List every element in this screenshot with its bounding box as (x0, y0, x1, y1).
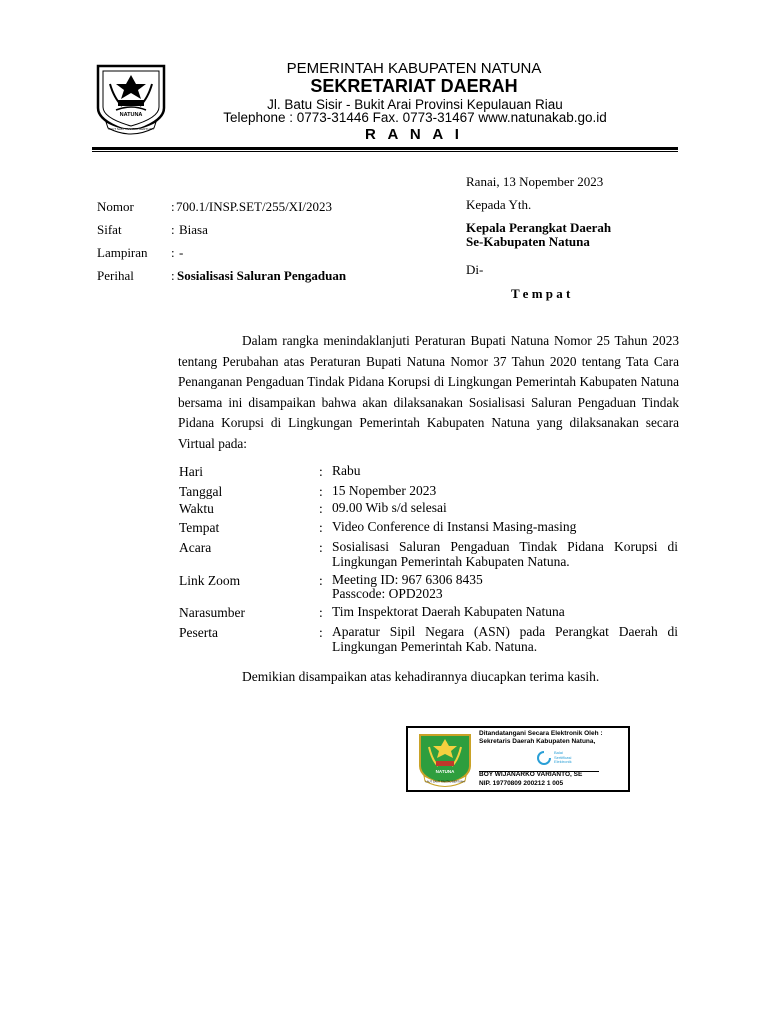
meta-value: Biasa (179, 222, 208, 237)
office-city: R A N A I (365, 126, 463, 143)
department-name: SEKRETARIAT DAERAH (310, 76, 518, 96)
meta-value: 700.1/INSP.SET/255/XI/2023 (176, 199, 333, 214)
event-label: Acara (179, 540, 212, 555)
meta-label: Nomor (97, 199, 134, 214)
office-contact: Telephone : 0773-31446 Fax. 0773-31467 www.natunakab.go.id (223, 110, 607, 125)
svg-text:LAUT SAKTI RANTAU BERTUAH: LAUT SAKTI RANTAU BERTUAH (425, 780, 465, 784)
recipient-place: T e m p a t (511, 286, 571, 301)
bsre-label: Balai Sertifikasi Elektronik (554, 750, 572, 764)
closing-sentence: Demikian disampaikan atas kehadirannya diucapkan terima kasih. (242, 669, 600, 684)
event-colon: : (319, 520, 323, 535)
office-address: Jl. Batu Sisir - Bukit Arai Provinsi Kepulauan Riau (267, 97, 563, 112)
event-label: Waktu (179, 501, 214, 516)
government-name: PEMERINTAH KABUPATEN NATUNA (286, 60, 542, 77)
meta-colon: : (171, 245, 175, 260)
signatory-name: BOY WIJANARKO VARIANTO, SE (479, 771, 583, 778)
event-value: Video Conference di Instansi Masing-masing (332, 519, 577, 534)
meta-value: - (179, 245, 184, 260)
signature-line-1: Ditandatangani Secara Elektronik Oleh : (479, 730, 603, 737)
event-label: Tempat (179, 520, 220, 535)
event-label: Tanggal (179, 484, 223, 499)
event-value: 15 Nopember 2023 (332, 483, 437, 498)
meta-subject: Sosialisasi Saluran Pengaduan (177, 268, 347, 283)
event-value: Rabu (332, 463, 361, 478)
meta-label: Perihal (97, 268, 134, 283)
meta-label: Lampiran (97, 245, 148, 260)
meta-colon: : (171, 222, 175, 237)
event-value: Tim Inspektorat Daerah Kabupaten Natuna (332, 604, 565, 619)
signatory-nip: NIP. 19770809 200212 1 005 (479, 780, 564, 787)
letterhead-rule-thin (92, 151, 678, 152)
event-label: Narasumber (179, 605, 245, 620)
event-colon: : (319, 501, 323, 516)
event-label: Peserta (179, 625, 218, 640)
event-label: Hari (179, 464, 203, 479)
event-value: Aparatur Sipil Negara (ASN) pada Perangkat Daerah di Lingkungan Pemerintah Kab. Natuna. (332, 624, 678, 654)
meta-colon: : (171, 268, 175, 283)
event-colon: : (319, 605, 323, 620)
event-label: Link Zoom (179, 573, 241, 588)
bsre-logo-icon (536, 750, 552, 766)
svg-text:LAUT SAKTI RANTAU BERTUAH: LAUT SAKTI RANTAU BERTUAH (108, 127, 154, 131)
event-colon: : (319, 540, 323, 555)
svg-text:NATUNA: NATUNA (119, 112, 143, 118)
event-colon: : (319, 464, 323, 479)
recipient-name: Kepala Perangkat Daerah (466, 220, 612, 235)
body-paragraph: Dalam rangka menindaklanjuti Peraturan Bupati Natuna Nomor 25 Tahun 2023 tentang Perubahan atas Peraturan Bupati Natuna Nomor 37 Tahun 2020 tentang Tata Cara Penanganan Pengaduan Tindak Pidana Korupsi di Lingkungan Pemerintah Kabupaten Natuna bersama ini disampaikan bahwa akan dilaksanakan Sosialisasi Saluran Pengaduan Tindak Pidana Korupsi di Lingkungan Pemerintah Kabupaten Natuna yang dilaksanakan secara Virtual pada: (178, 333, 679, 451)
zoom-meeting-id: Meeting ID: 967 6306 8435 (332, 572, 483, 587)
event-colon: : (319, 573, 323, 588)
zoom-passcode: Passcode: OPD2023 (332, 586, 443, 601)
meta-colon: : (171, 199, 175, 214)
meta-label: Sifat (97, 222, 122, 237)
regency-crest-logo (92, 62, 170, 136)
recipient-scope: Se-Kabupaten Natuna (466, 234, 590, 249)
regency-emblem-icon (416, 732, 474, 788)
recipient-at: Di- (466, 262, 484, 277)
electronic-signature-box (406, 726, 630, 792)
event-colon: : (319, 484, 323, 499)
signature-line-2: Sekretaris Daerah Kabupaten Natuna, (479, 738, 596, 745)
svg-text:NATUNA: NATUNA (435, 769, 455, 774)
event-colon: : (319, 625, 323, 640)
event-value: Sosialisasi Saluran Pengaduan Tindak Pidana Korupsi di Lingkungan Pemerintah Kabupaten Natuna. (332, 539, 678, 569)
letterhead-rule (92, 147, 678, 150)
event-value: 09.00 Wib s/d selesai (332, 500, 447, 515)
recipient-greeting: Kepada Yth. (466, 197, 532, 212)
letter-date: Ranai, 13 Nopember 2023 (466, 174, 604, 189)
